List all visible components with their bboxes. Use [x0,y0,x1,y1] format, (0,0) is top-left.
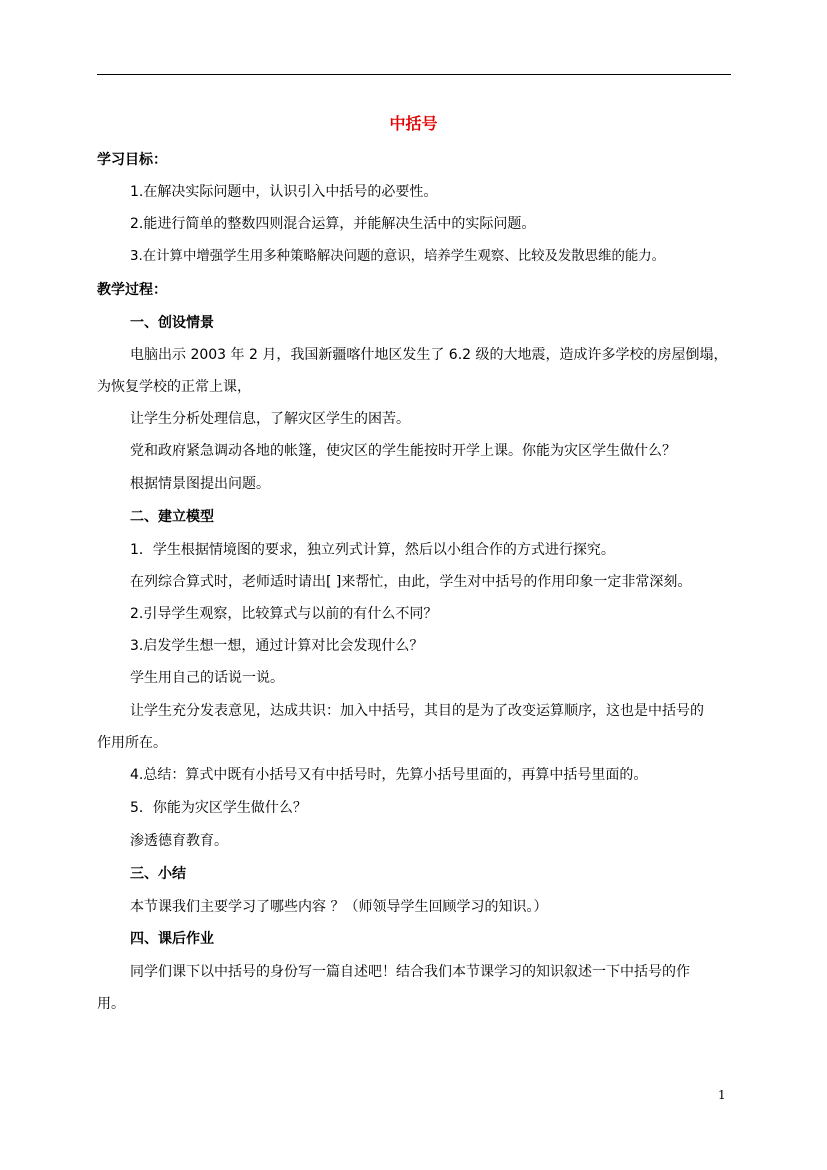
section2-paragraph-7: 4.总结：算式中既有小括号又有中括号时，先算小括号里面的，再算中括号里面的。 [130,767,648,783]
section1-paragraph-4: 根据情景图提出问题。 [130,476,270,492]
page-number: 1 [718,1088,726,1102]
goals-heading: 学习目标： [97,152,167,168]
section4-paragraph-1: 同学们课下以中括号的身份写一篇自述吧！结合我们本节课学习的知识叙述一下中括号的作 [130,964,690,980]
section2-heading: 二、建立模型 [130,509,214,525]
section2-paragraph-8: 5．你能为灾区学生做什么？ [130,800,307,816]
section2-paragraph-4: 3.启发学生想一想，通过计算对比会发现什么？ [130,638,424,654]
section2-paragraph-1: 1．学生根据情境图的要求，独立列式计算，然后以小组合作的方式进行探究。 [130,542,615,558]
section3-paragraph-1: 本节课我们主要学习了哪些内容 ？（师领导学生回顾学习的知识。） [130,899,548,915]
document-title: 中括号 [389,114,438,133]
section2-paragraph-3: 2.引导学生观察，比较算式与以前的有什么不同？ [130,606,438,622]
process-heading: 教学过程： [97,282,167,298]
section1-paragraph-1-cont: 为恢复学校的正常上课， [97,379,251,395]
section2-paragraph-6-cont: 作用所在。 [97,735,167,751]
goal-item-2: 2.能进行简单的整数四则混合运算，并能解决生活中的实际问题。 [130,216,536,232]
section1-heading: 一、创设情景 [130,315,214,331]
section4-paragraph-1-cont: 用。 [97,996,125,1012]
section1-paragraph-3: 党和政府紧急调动各地的帐篷，使灾区的学生能按时开学上课。你能为灾区学生做什么？ [130,443,676,459]
header-rule [97,74,731,75]
section2-paragraph-9: 渗透德育教育。 [130,833,228,849]
goal-item-3: 3.在计算中增强学生用多种策略解决问题的意识，培养学生观察、比较及发散思维的能力。 [130,249,666,264]
section4-heading: 四、课后作业 [130,931,214,947]
section3-heading: 三、小结 [130,866,186,882]
section1-paragraph-1: 电脑出示 2003 年 2 月，我国新疆喀什地区发生了 6.2 级的大地震，造成许多学校的房屋倒塌， [130,347,728,363]
section2-paragraph-2: 在列综合算式时，老师适时请出[ ]来帮忙，由此，学生对中括号的作用印象一定非常深刻。 [130,574,692,590]
goal-item-1: 1.在解决实际问题中，认识引入中括号的必要性。 [130,184,438,200]
section2-paragraph-5: 学生用自己的话说一说。 [130,670,284,686]
section2-paragraph-6: 让学生充分发表意见，达成共识：加入中括号，其目的是为了改变运算顺序，这也是中括号的 [130,703,704,719]
section1-paragraph-2: 让学生分析处理信息，了解灾区学生的困苦。 [130,411,410,427]
